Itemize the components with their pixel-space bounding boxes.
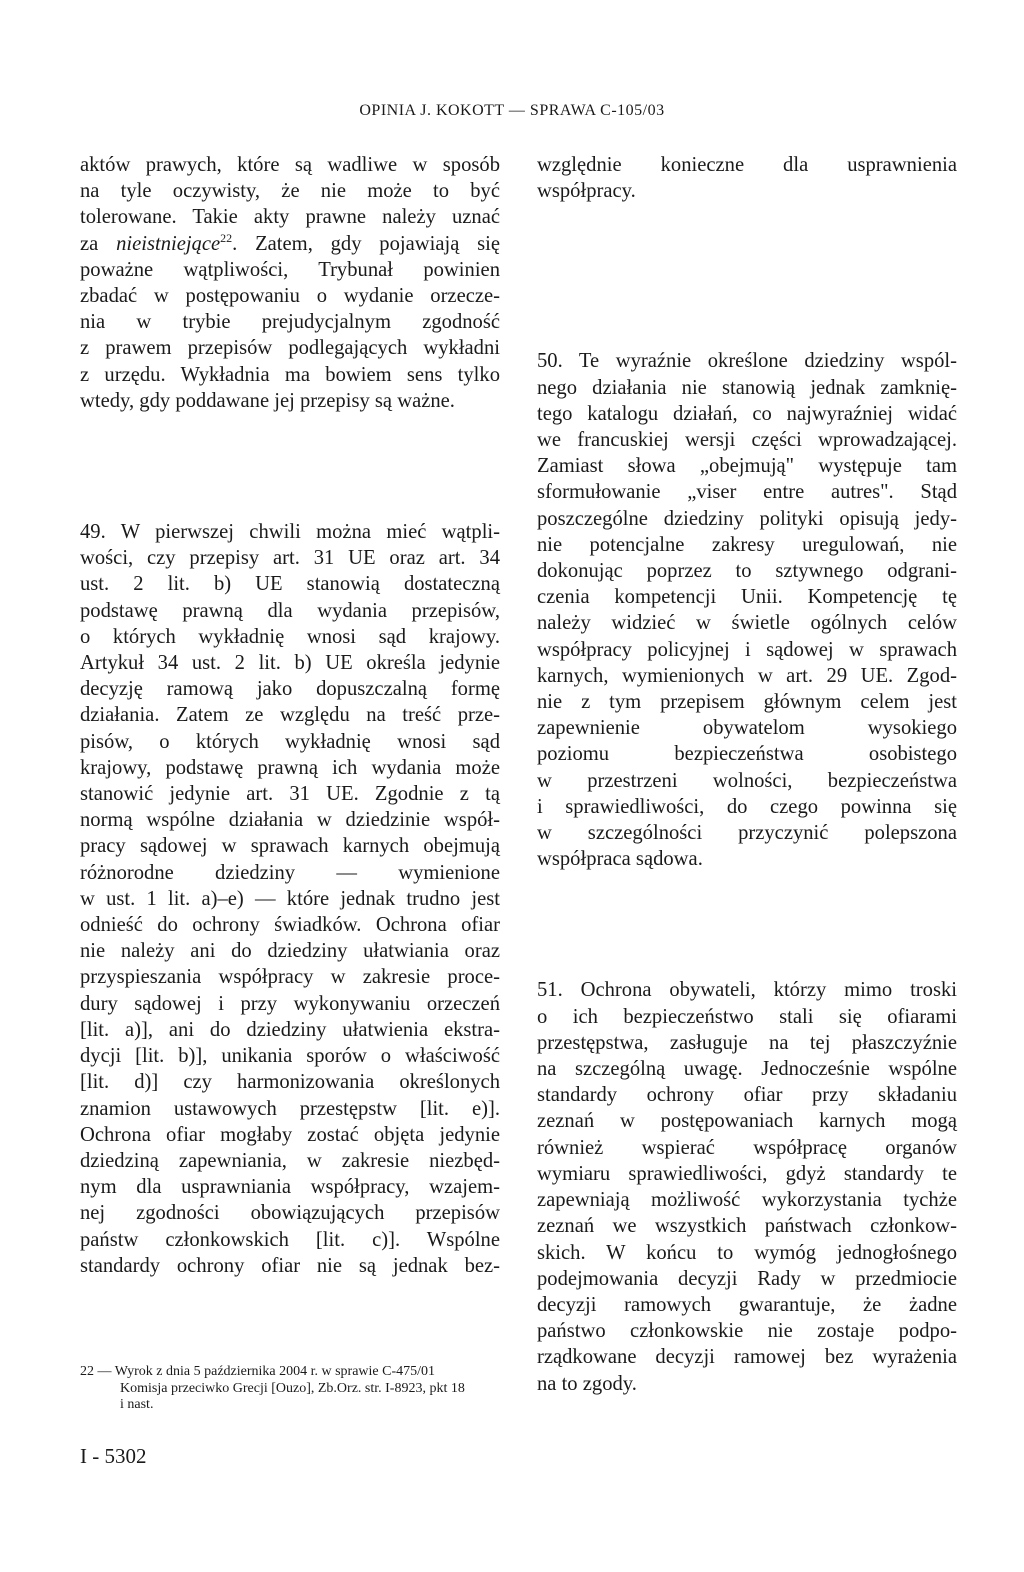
text-line: pracy sądowej w sprawach karnych obejmują xyxy=(80,835,500,858)
text-line: odnieść do ochrony świadków. Ochrona ofiar xyxy=(80,914,500,937)
text-line: 50. Te wyraźnie określone dziedziny wspól- xyxy=(537,350,957,373)
text-line: rządkowane decyzji ramowej bez wyrażenia xyxy=(537,1346,957,1369)
italic-term: nieistniejące xyxy=(116,232,221,255)
text-line: dokonując poprzez to sztywnego odgrani- xyxy=(537,560,957,583)
footnote-reference[interactable]: 22 xyxy=(220,230,233,245)
paragraph-49 xyxy=(80,519,500,1279)
text-line: państwo członkowskie nie zostaje podpo- xyxy=(537,1320,957,1343)
text-line: współpracy policyjnej i sądowej w sprawach xyxy=(537,638,957,661)
text-line: należy widzieć w świetle ogólnych celów xyxy=(537,612,957,635)
text-line: nie potencjalne zakresy uregulowań, nie xyxy=(537,533,957,556)
text-line: karnych, wymienionych w art. 29 UE. Zgod- xyxy=(537,664,957,687)
paragraph-48-continuation xyxy=(80,152,500,414)
text-line: czenia kompetencji Unii. Kompetencję tę xyxy=(537,586,957,609)
paragraph-49-continuation xyxy=(537,152,957,204)
text-line: podejmowania decyzji Rady w przedmiocie xyxy=(537,1267,957,1290)
paragraph-50 xyxy=(537,348,957,872)
text-line: dziedziną zapewniania, w zakresie niezbęd- xyxy=(80,1149,500,1172)
text-line: działania. Zatem ze względu na treść prze- xyxy=(80,704,500,727)
text-line: współpracy. xyxy=(537,180,636,203)
right-column xyxy=(537,152,957,1397)
text-line: nia w trybie prejudycjalnym zgodność xyxy=(80,311,500,334)
text-line: podstawę prawną dla wydania przepisów, xyxy=(80,599,500,622)
text-line: tego katalogu działań, co najwyraźniej widać xyxy=(537,402,957,425)
text-line: różnorodne dziedziny — wymienione xyxy=(80,861,500,884)
text-line: standardy ochrony ofiar nie są jednak bez- xyxy=(80,1254,500,1277)
text-line: wtedy, gdy poddawane jej przepisy są ważne. xyxy=(80,389,455,412)
text-line: sformułowanie „viser entre autres". Stąd xyxy=(537,481,957,504)
text-line: aktów prawych, które są wadliwe w sposób xyxy=(80,154,500,176)
footnote-22 xyxy=(80,1364,505,1414)
footnote-line: i nast. xyxy=(120,1397,154,1412)
text-line: krajowy, podstawę prawną ich wydania może xyxy=(80,756,500,779)
text-fragment: za xyxy=(80,232,117,255)
text-line: w szczególności przyczynić polepszona xyxy=(537,822,957,845)
text-line: przyspieszania współpracy w zakresie proce- xyxy=(80,966,500,989)
text-line: z prawem przepisów podlegających wykładni xyxy=(80,337,500,360)
text-line: nie z tym przepisem głównym celem jest xyxy=(537,691,957,714)
text-line: Zamiast słowa „obejmują" występuje tam xyxy=(537,455,957,478)
text-line: nym dla usprawniania współpracy, wzajem- xyxy=(80,1176,500,1199)
running-header: OPINIA J. KOKOTT — SPRAWA C-105/03 xyxy=(359,102,665,119)
text-line: ust. 2 lit. b) UE stanowią dostateczną xyxy=(80,573,500,596)
text-line: współpraca sądowa. xyxy=(537,848,703,871)
text-line: w ust. 1 lit. a)–e) — które jednak trudno jest xyxy=(80,887,500,910)
text-line: o których wykładnię wnosi sąd krajowy. xyxy=(80,625,500,648)
text-line: zbadać w postępowaniu o wydanie orzecze- xyxy=(80,285,500,308)
text-line: Ochrona ofiar mogłaby zostać objęta jedynie xyxy=(80,1123,500,1146)
text-line: na szczególną uwagę. Jednocześnie wspólne xyxy=(537,1058,957,1081)
text-line: dycji [lit. b)], unikania sporów o właściwość xyxy=(80,1045,500,1068)
text-line: Artykuł 34 ust. 2 lit. b) UE określa jedynie xyxy=(80,652,500,675)
text-line: stanowić jedynie art. 31 UE. Zgodnie z tą xyxy=(80,783,500,806)
left-column xyxy=(80,152,500,1279)
text-line: poszczególne dziedziny polityki opisują jedy- xyxy=(537,507,957,530)
text-line: w przestrzeni wolności, bezpieczeństwa xyxy=(537,769,957,792)
text-line: i sprawiedliwości, do czego powinna się xyxy=(537,795,957,818)
text-line: decyzji ramowych gwarantuje, że żadne xyxy=(537,1293,957,1316)
text-line: we francuskiej wersji części wprowadzającej. xyxy=(537,429,957,452)
text-line: znamion ustawowych przestępstw [lit. e)]. xyxy=(80,1097,500,1120)
text-fragment: . Zatem, gdy pojawiają się xyxy=(232,232,501,255)
text-line: skich. W końcu to wymóg jednogłośnego xyxy=(537,1241,957,1264)
paragraph-51 xyxy=(537,977,957,1396)
text-line: zeznań w postępowaniach karnych mogą xyxy=(537,1110,957,1133)
text-line: o ich bezpieczeństwo stali się ofiarami xyxy=(537,1005,957,1028)
text-line: wymiaru sprawiedliwości, gdyż standardy te xyxy=(537,1162,957,1185)
text-line: na to zgody. xyxy=(537,1372,637,1395)
text-line: poważne wątpliwości, Trybunał powinien xyxy=(80,258,500,281)
text-line: względnie konieczne dla usprawnienia xyxy=(537,154,957,176)
text-line: zapewniają możliwość wykorzystania tychże xyxy=(537,1189,957,1212)
text-line: dury sądowej i przy wykonywaniu orzeczeń xyxy=(80,992,500,1015)
text-line: [lit. d)] czy harmonizowania określonych xyxy=(80,1071,500,1094)
text-line: z urzędu. Wykładnia ma bowiem sens tylko xyxy=(80,363,500,386)
text-line: zapewnienie obywatelom wysokiego xyxy=(537,717,957,740)
footnote-line: 22 — Wyrok z dnia 5 października 2004 r. w sprawie C-475/01 xyxy=(80,1364,436,1379)
text-line: pisów, o których wykładnię wnosi sąd xyxy=(80,730,500,753)
text-line: [lit. a)], ani do dziedziny ułatwienia ekstra- xyxy=(80,1018,500,1041)
footnote-line: Komisja przeciwko Grecji [Ouzo], Zb.Orz. str. I-8923, pkt 18 xyxy=(120,1380,465,1396)
text-line: standardy ochrony ofiar przy składaniu xyxy=(537,1084,957,1107)
text-line: 51. Ochrona obywateli, którzy mimo troski xyxy=(537,979,957,1002)
text-line: wości, czy przepisy art. 31 UE oraz art. 34 xyxy=(80,547,500,570)
text-line: państw członkowskich [lit. c)]. Wspólne xyxy=(80,1228,500,1251)
page-number: I - 5302 xyxy=(80,1444,147,1468)
text-line: również wspierać współpracę organów xyxy=(537,1136,957,1159)
text-line: nej zgodności obowiązujących przepisów xyxy=(80,1202,500,1225)
text-line: nie należy ani do dziedziny ułatwiania oraz xyxy=(80,940,500,963)
text-line: nego działania nie stanowią jednak zamknię- xyxy=(537,376,957,399)
text-line: poziomu bezpieczeństwa osobistego xyxy=(537,743,957,766)
text-line xyxy=(80,231,500,257)
text-line: tolerowane. Takie akty prawne należy uznać xyxy=(80,206,500,229)
text-line: decyzję ramową jako dopuszczalną formę xyxy=(80,678,500,701)
text-line: zeznań we wszystkich państwach członkow- xyxy=(537,1215,957,1238)
text-line: na tyle oczywisty, że nie może to być xyxy=(80,180,500,203)
text-line: normą wspólne działania w dziedzinie współ- xyxy=(80,809,500,832)
text-line: przestępstwa, zasługuje na tej płaszczyźnie xyxy=(537,1031,957,1054)
text-line: 49. W pierwszej chwili można mieć wątpli- xyxy=(80,521,500,544)
